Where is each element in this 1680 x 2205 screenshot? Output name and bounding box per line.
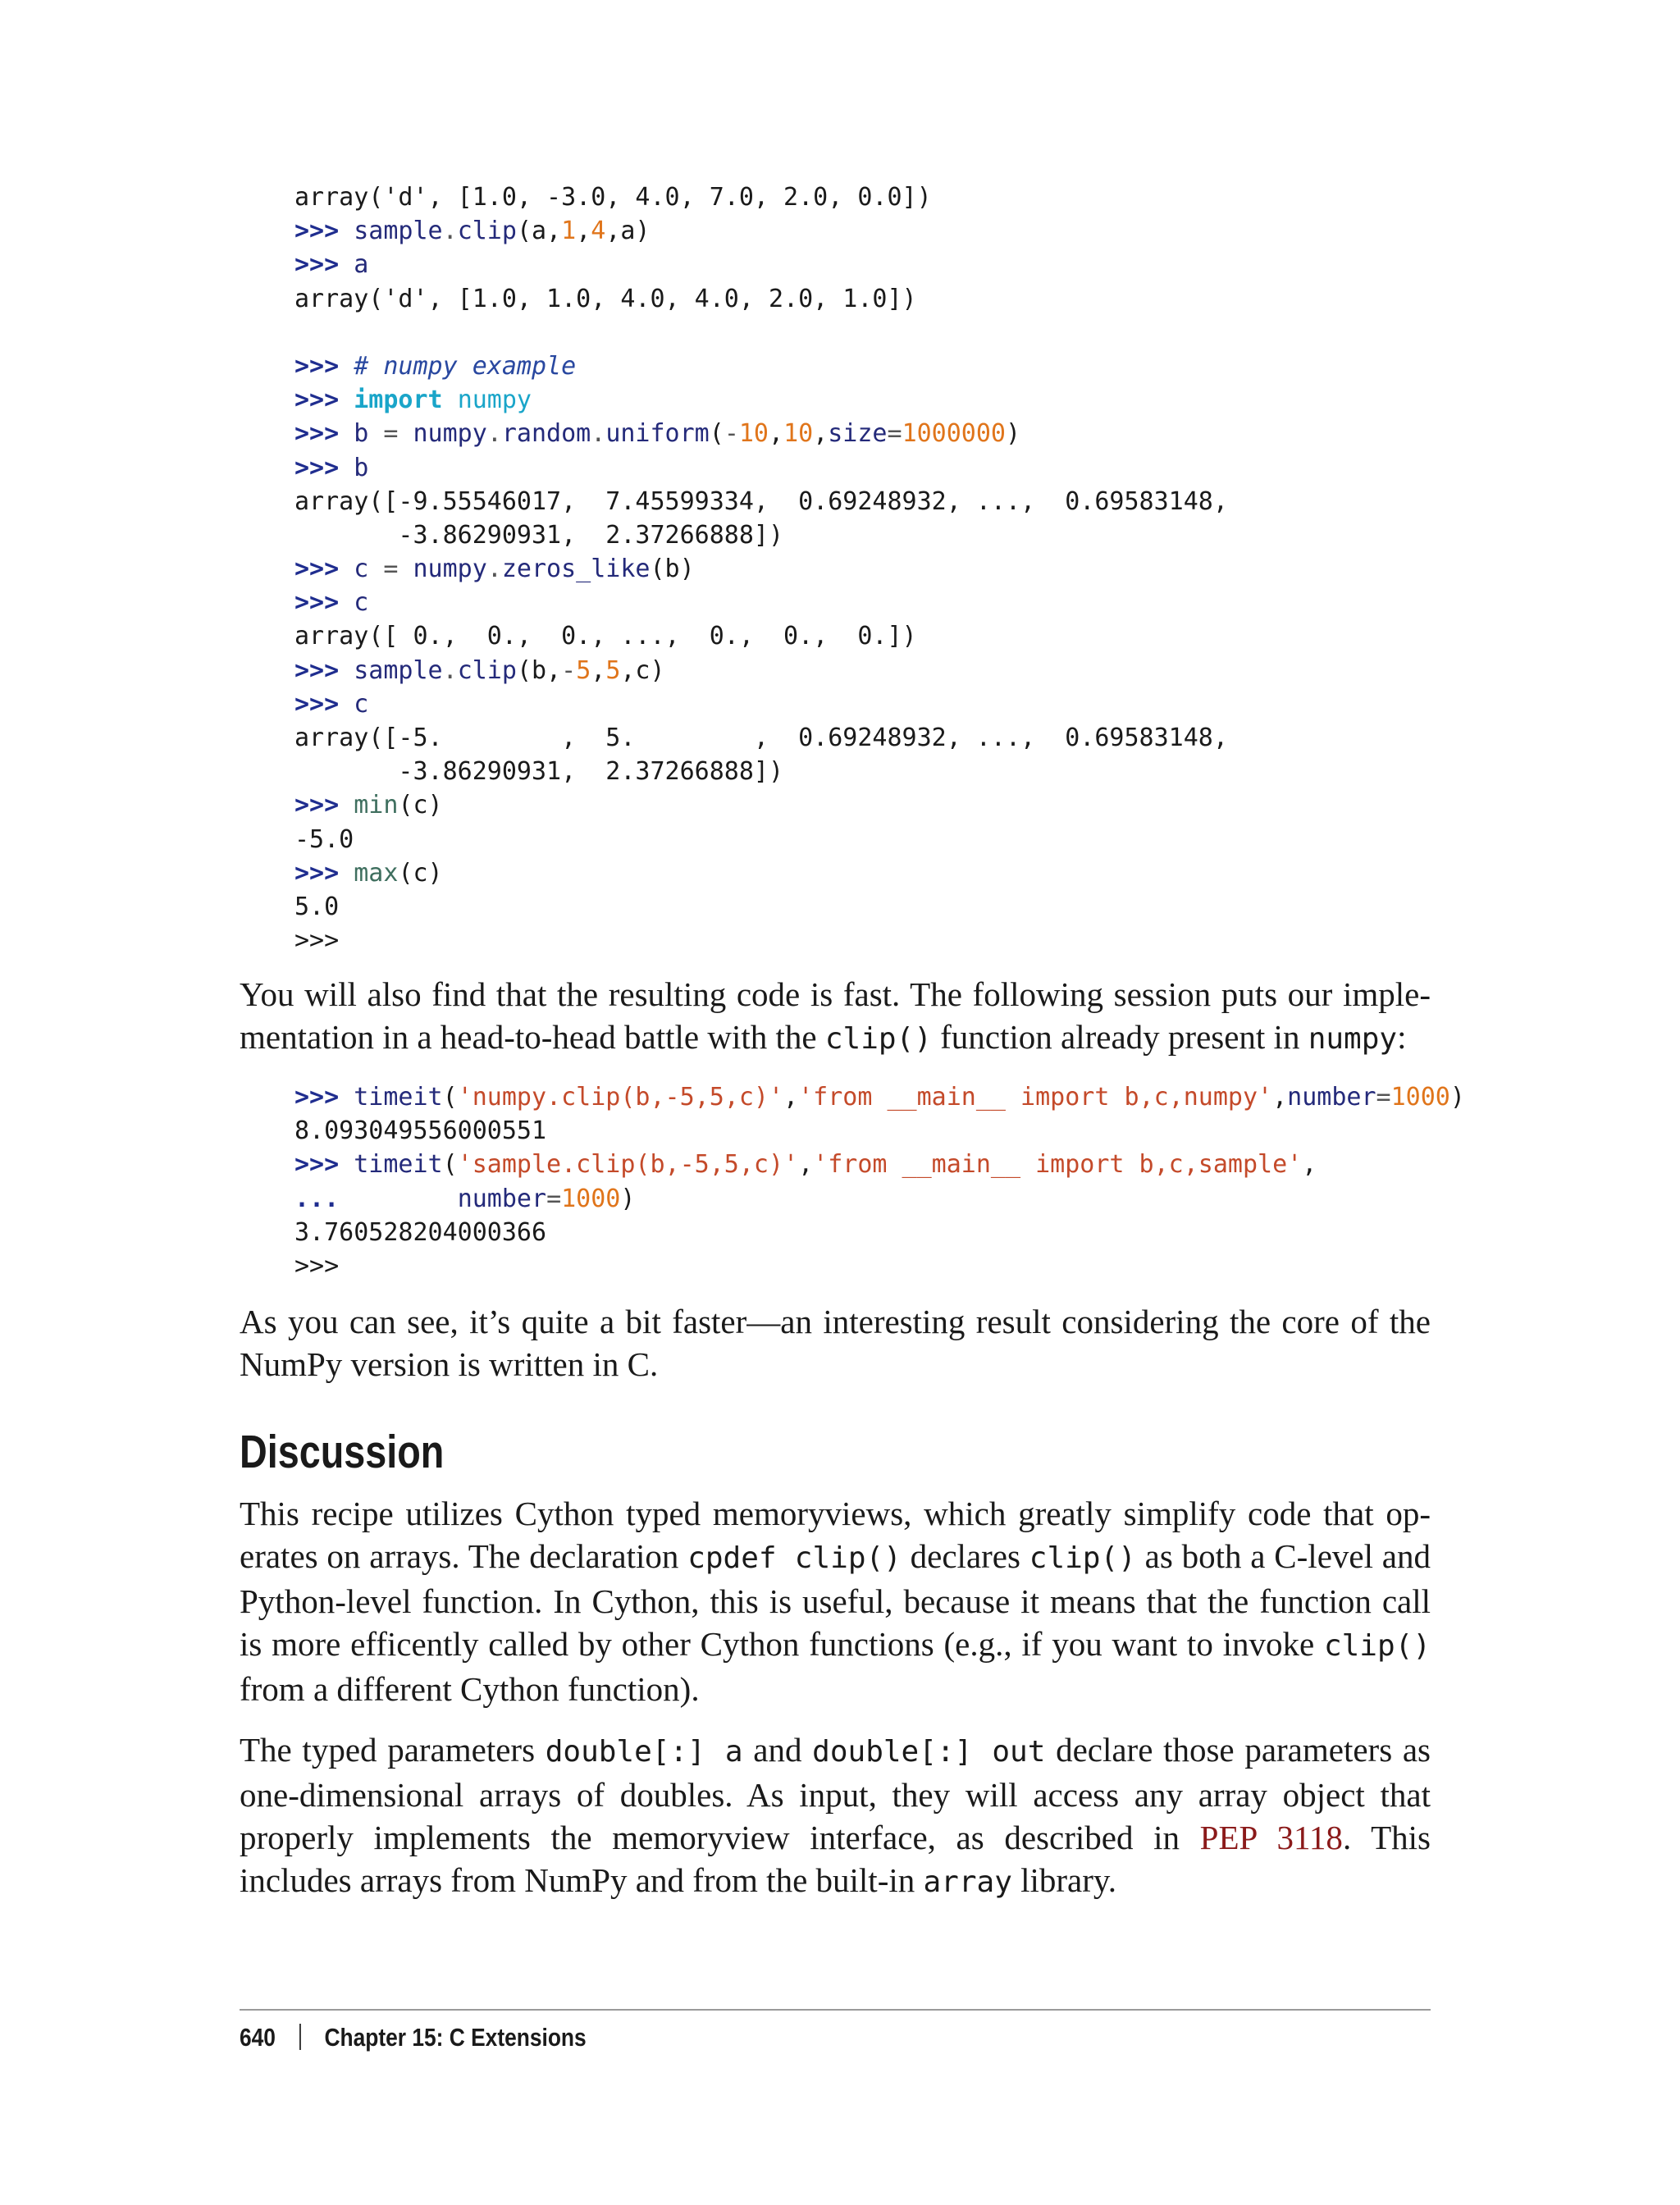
code-line [294,518,1228,552]
footer-divider [240,2009,1431,2011]
code-token: max [354,858,399,888]
code-token: timeit [354,1150,443,1180]
code-token: , [576,217,591,246]
code-token: >>> [294,689,354,719]
code-token: 5.0 [294,892,340,921]
code-token: c [354,555,369,584]
code-token: ,c) [620,655,665,685]
code-line [294,1182,1465,1216]
code-token: b [354,453,369,482]
code-block-numpy-example [294,180,1228,957]
code-token: - [724,419,739,449]
code-token: array([ 0., 0., 0., ..., 0., 0., 0.]) [294,622,917,651]
code-token: uniform [605,419,710,449]
code-token: number [457,1184,547,1213]
code-token: (c) [398,791,443,820]
code-token: . [486,419,502,449]
page-footer [240,2023,587,2052]
chapter-title: Chapter 15: C Extensions [324,2023,587,2052]
code-token: 5 [605,655,621,685]
inline-code: array [923,1865,1012,1899]
code-line [294,823,1228,856]
section-heading-discussion: Discussion [240,1426,445,1478]
code-token: numpy [413,555,487,584]
text-run: from a different Cython function). [240,1670,700,1708]
code-token [339,1185,458,1213]
code-token: ,a) [605,217,651,246]
code-token: number [1287,1083,1376,1112]
code-token: , [798,1150,814,1180]
inline-code: clip() [824,1022,932,1056]
code-token: , [769,419,784,449]
code-line [294,890,1228,924]
code-token: ) [1006,419,1021,449]
code-token: 4 [591,217,606,246]
code-token: >>> [294,791,354,820]
code-token: size [828,419,888,449]
code-token: >>> [294,858,354,888]
text-run: The typed parameters [240,1731,546,1769]
code-token: >>> [294,386,354,415]
code-line [294,1148,1465,1181]
code-token: (b, [516,655,562,685]
code-token: numpy [457,386,532,415]
inline-code: clip() [1323,1629,1431,1663]
code-block-timeit [294,1080,1465,1283]
code-token: 10 [738,419,769,449]
inline-code: double[:] out [812,1735,1046,1769]
code-token: ) [1449,1083,1465,1112]
text-run: This recipe utilizes Cython typed memoryviews, which greatly simplify code that op-erates on arrays. The declaration [240,1495,1431,1575]
code-line [294,1216,1465,1249]
code-line [294,586,1228,619]
code-token: # numpy example [354,351,577,381]
code-line [294,687,1228,721]
code-line [294,316,1228,349]
code-line [294,654,1228,687]
code-token: >>> [294,926,340,956]
code-line [294,180,1228,214]
code-token: timeit [354,1083,443,1112]
code-token: array('d', [1.0, 1.0, 4.0, 4.0, 2.0, 1.0]) [294,284,917,313]
code-token: random [501,419,591,449]
code-line [294,349,1228,383]
code-token: zeros_like [501,555,651,584]
code-token: . [442,217,458,246]
code-token: = [368,555,413,584]
code-token: 8.093049556000551 [294,1116,547,1146]
code-line [294,755,1228,788]
code-line [294,552,1228,586]
code-token: ( [442,1083,458,1112]
code-token: . [486,555,502,584]
code-token: (c) [398,858,443,888]
code-token: 3.760528204000366 [294,1217,547,1247]
code-token: numpy [413,419,487,449]
text-run: : [1397,1018,1407,1056]
code-token: - [561,655,577,685]
code-token: 5 [576,655,591,685]
code-line [294,282,1228,316]
code-token: -5.0 [294,824,354,854]
code-line [294,248,1228,281]
code-token: array([-9.55546017, 7.45599334, 0.69248932, ..., 0.69583148, [294,486,1228,516]
code-token: >>> [294,351,354,381]
code-token: , [591,655,606,685]
text-run: function already present in [931,1018,1308,1056]
inline-code: clip() [1029,1541,1136,1575]
code-token: >>> [294,1150,354,1180]
code-token: clip [457,217,517,246]
code-line [294,214,1228,248]
code-token: min [354,791,399,820]
code-line [294,721,1228,755]
text-run: library. [1011,1861,1116,1899]
code-line [294,451,1228,485]
code-token: ... [294,1184,340,1213]
text-run: You will also find that the resulting code is fast. The following session puts our imple-mentation in a head-to-head battle with the [240,975,1431,1056]
text-run: and [742,1731,813,1769]
code-token: >>> [294,555,354,584]
code-line [294,619,1228,653]
code-token: . [591,419,606,449]
code-token: array([-5. , 5. , 0.69248932, ..., 0.69583148, [294,724,1228,752]
code-token: >>> [294,1251,340,1281]
code-token: 10 [783,419,814,449]
code-token: (a, [516,217,562,246]
paragraph-typed-parameters [240,1728,1431,1904]
code-token: 'sample.clip(b,-5,5,c)' [457,1150,799,1180]
code-token: >>> [294,655,354,685]
code-token: ) [620,1184,636,1213]
code-line [294,856,1228,890]
code-token: c [354,689,369,719]
code-line [294,417,1228,450]
code-token: 1000 [1390,1083,1450,1112]
paragraph-speed-intro [240,973,1431,1061]
code-line [294,485,1228,518]
code-token: sample [354,217,443,246]
code-token: , [813,419,829,449]
pep-link[interactable]: PEP 3118 [1199,1819,1343,1856]
code-token: = [368,419,413,449]
paragraph-speed-result [240,1300,1431,1386]
code-token: >>> [294,1083,354,1112]
code-token [443,386,458,414]
footer-separator [299,2024,301,2050]
code-token: >>> [294,217,354,246]
code-line [294,1114,1465,1148]
code-token: 1 [561,217,577,246]
code-token: ( [709,419,724,449]
inline-code: numpy [1308,1022,1398,1056]
code-token: . [442,655,458,685]
code-token: >>> [294,250,354,280]
code-token: import [354,386,443,415]
code-line [294,1249,1465,1283]
code-line [294,1080,1465,1114]
code-token: >>> [294,588,354,618]
text-run: declares [901,1537,1029,1575]
code-token: sample [354,655,443,685]
code-token: , [1272,1083,1288,1112]
code-token: = [1376,1083,1391,1112]
code-token: , [783,1083,799,1112]
code-token: -3.86290931, 2.37266888]) [294,757,784,787]
code-token: (b) [650,555,695,584]
code-token: c [354,588,369,618]
code-token: a [354,250,369,280]
code-line [294,924,1228,957]
paragraph-memoryviews [240,1492,1431,1710]
code-token: 'from __main__ import b,c,numpy' [798,1083,1273,1112]
code-token: = [546,1184,562,1213]
inline-code: cpdef clip() [687,1541,902,1575]
code-line [294,788,1228,822]
code-token: >>> [294,419,354,449]
code-token: >>> [294,453,354,482]
code-token: clip [457,655,517,685]
code-token: 1000 [561,1184,621,1213]
text-run: declare those parameters as one-dimensional arrays of doubles. As input, they will access any array object that properly implements the memoryview interface, as described in [240,1731,1431,1856]
code-token: = [887,419,902,449]
code-token: 'numpy.clip(b,-5,5,c)' [457,1083,784,1112]
text-run: as both a C-level and Python-level function. In Cython, this is useful, because it means that the function call is more efficently called by other Cython functions (e.g., if you want to invoke [240,1537,1431,1663]
text-run: As you can see, it’s quite a bit faster—an interesting result considering the core of the NumPy version is written in C. [240,1303,1431,1383]
code-token: ( [442,1150,458,1180]
code-token: -3.86290931, 2.37266888]) [294,520,784,550]
inline-code: double[:] a [545,1735,743,1769]
code-token: array('d', [1.0, -3.0, 4.0, 7.0, 2.0, 0.0]) [294,183,932,212]
page-number: 640 [240,2023,276,2052]
code-token: b [354,419,369,449]
code-token: , [1302,1150,1317,1180]
code-token: 'from __main__ import b,c,sample' [813,1150,1303,1180]
code-token: 1000000 [902,419,1006,449]
text-run: . This includes arrays from NumPy and from the built-in [240,1819,1431,1899]
code-line [294,383,1228,417]
